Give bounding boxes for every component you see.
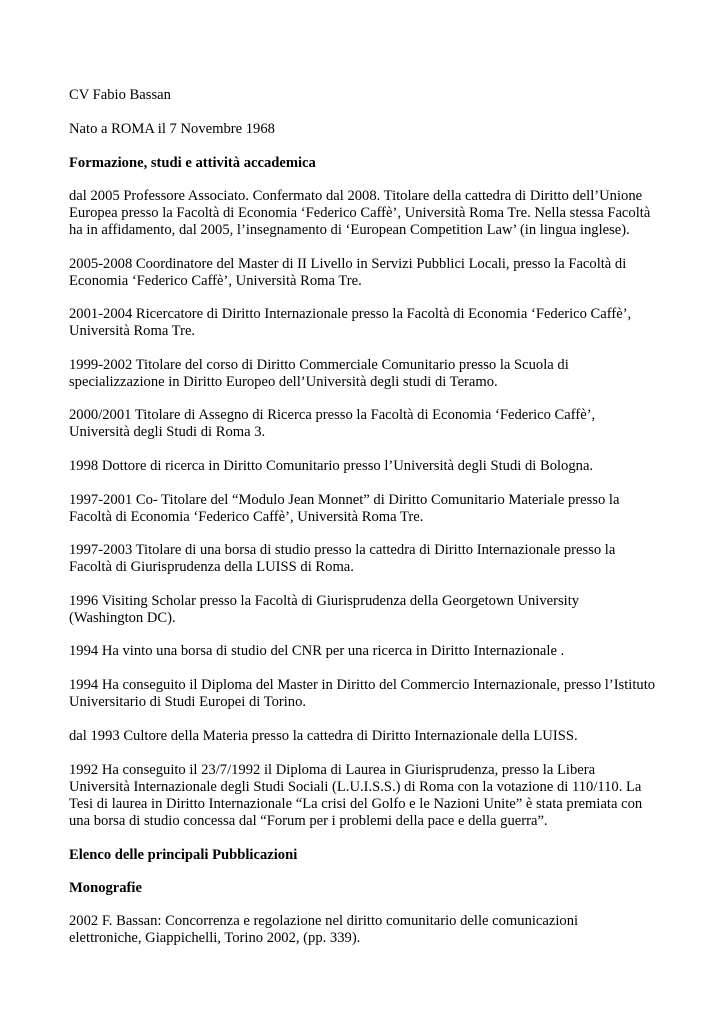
- entry-line: ha in affidamento, dal 2005, l’insegnamento di ‘European Competition Law’ (in lingua inglese).: [69, 222, 630, 238]
- entry-line: Università degli Studi di Roma 3.: [69, 424, 266, 440]
- section-heading-monographs: Monografie: [69, 880, 142, 896]
- entry-line: Università Roma Tre.: [69, 323, 196, 339]
- entry-line: 2002 F. Bassan: Concorrenza e regolazione nel diritto comunitario delle comunicazioni: [69, 913, 579, 929]
- entry-line: (Washington DC).: [69, 610, 176, 626]
- entry-line: Universitario di Studi Europei di Torino.: [69, 694, 307, 710]
- entry-line: Europea presso la Facoltà di Economia ‘Federico Caffè’, Università Roma Tre. Nella stessa Facoltà: [69, 205, 651, 221]
- birth-info: Nato a ROMA il 7 Novembre 1968: [69, 121, 275, 137]
- entry-line: 2001-2004 Ricercatore di Diritto Internazionale presso la Facoltà di Economia ‘Federico Caffè’,: [69, 306, 632, 322]
- entry-line: Facoltà di Economia ‘Federico Caffè’, Università Roma Tre.: [69, 509, 424, 525]
- entry-line: elettroniche, Giappichelli, Torino 2002, (pp. 339).: [69, 930, 361, 946]
- entry-line: Università Internazionale degli Studi Sociali (L.U.I.S.S.) di Roma con la votazione di 110/110. La: [69, 779, 642, 795]
- entry-line: 1997-2003 Titolare di una borsa di studio presso la cattedra di Diritto Internazionale presso la: [69, 542, 616, 558]
- entry-line: 1994 Ha conseguito il Diploma del Master in Diritto del Commercio Internazionale, presso l’Istituto: [69, 677, 656, 693]
- entry-line: 1996 Visiting Scholar presso la Facoltà di Giurisprudenza della Georgetown University: [69, 593, 580, 609]
- entry-line: 1994 Ha vinto una borsa di studio del CNR per una ricerca in Diritto Internazionale .: [69, 643, 565, 659]
- entry-line: dal 2005 Professore Associato. Confermato dal 2008. Titolare della cattedra di Diritto dell’Unione: [69, 188, 643, 204]
- entry-line: dal 1993 Cultore della Materia presso la cattedra di Diritto Internazionale della LUISS.: [69, 728, 578, 744]
- document-title: CV Fabio Bassan: [69, 87, 171, 103]
- entry-line: 1997-2001 Co- Titolare del “Modulo Jean Monnet” di Diritto Comunitario Materiale presso la: [69, 492, 620, 508]
- entry-line: 1998 Dottore di ricerca in Diritto Comunitario presso l’Università degli Studi di Bologna.: [69, 458, 594, 474]
- entry-line: specializzazione in Diritto Europeo dell’Università degli studi di Teramo.: [69, 374, 498, 390]
- entry-line: 2005-2008 Coordinatore del Master di II Livello in Servizi Pubblici Locali, presso la Facoltà di: [69, 256, 627, 272]
- entry-line: 2000/2001 Titolare di Assegno di Ricerca presso la Facoltà di Economia ‘Federico Caffè’,: [69, 407, 596, 423]
- entry-line: Economia ‘Federico Caffè’, Università Roma Tre.: [69, 273, 362, 289]
- section-heading-education: Formazione, studi e attività accademica: [69, 155, 316, 171]
- section-heading-publications: Elenco delle principali Pubblicazioni: [69, 847, 298, 863]
- entry-line: 1992 Ha conseguito il 23/7/1992 il Diploma di Laurea in Giurisprudenza, presso la Libera: [69, 762, 596, 778]
- entry-line: Tesi di laurea in Diritto Internazionale “La crisi del Golfo e le Nazioni Unite” è stata premiata con: [69, 796, 643, 812]
- entry-line: Facoltà di Giurisprudenza della LUISS di Roma.: [69, 559, 354, 575]
- entry-line: una borsa di studio concessa dal “Forum per i problemi della pace e della guerra”.: [69, 813, 548, 829]
- entry-line: 1999-2002 Titolare del corso di Diritto Commerciale Comunitario presso la Scuola di: [69, 357, 569, 373]
